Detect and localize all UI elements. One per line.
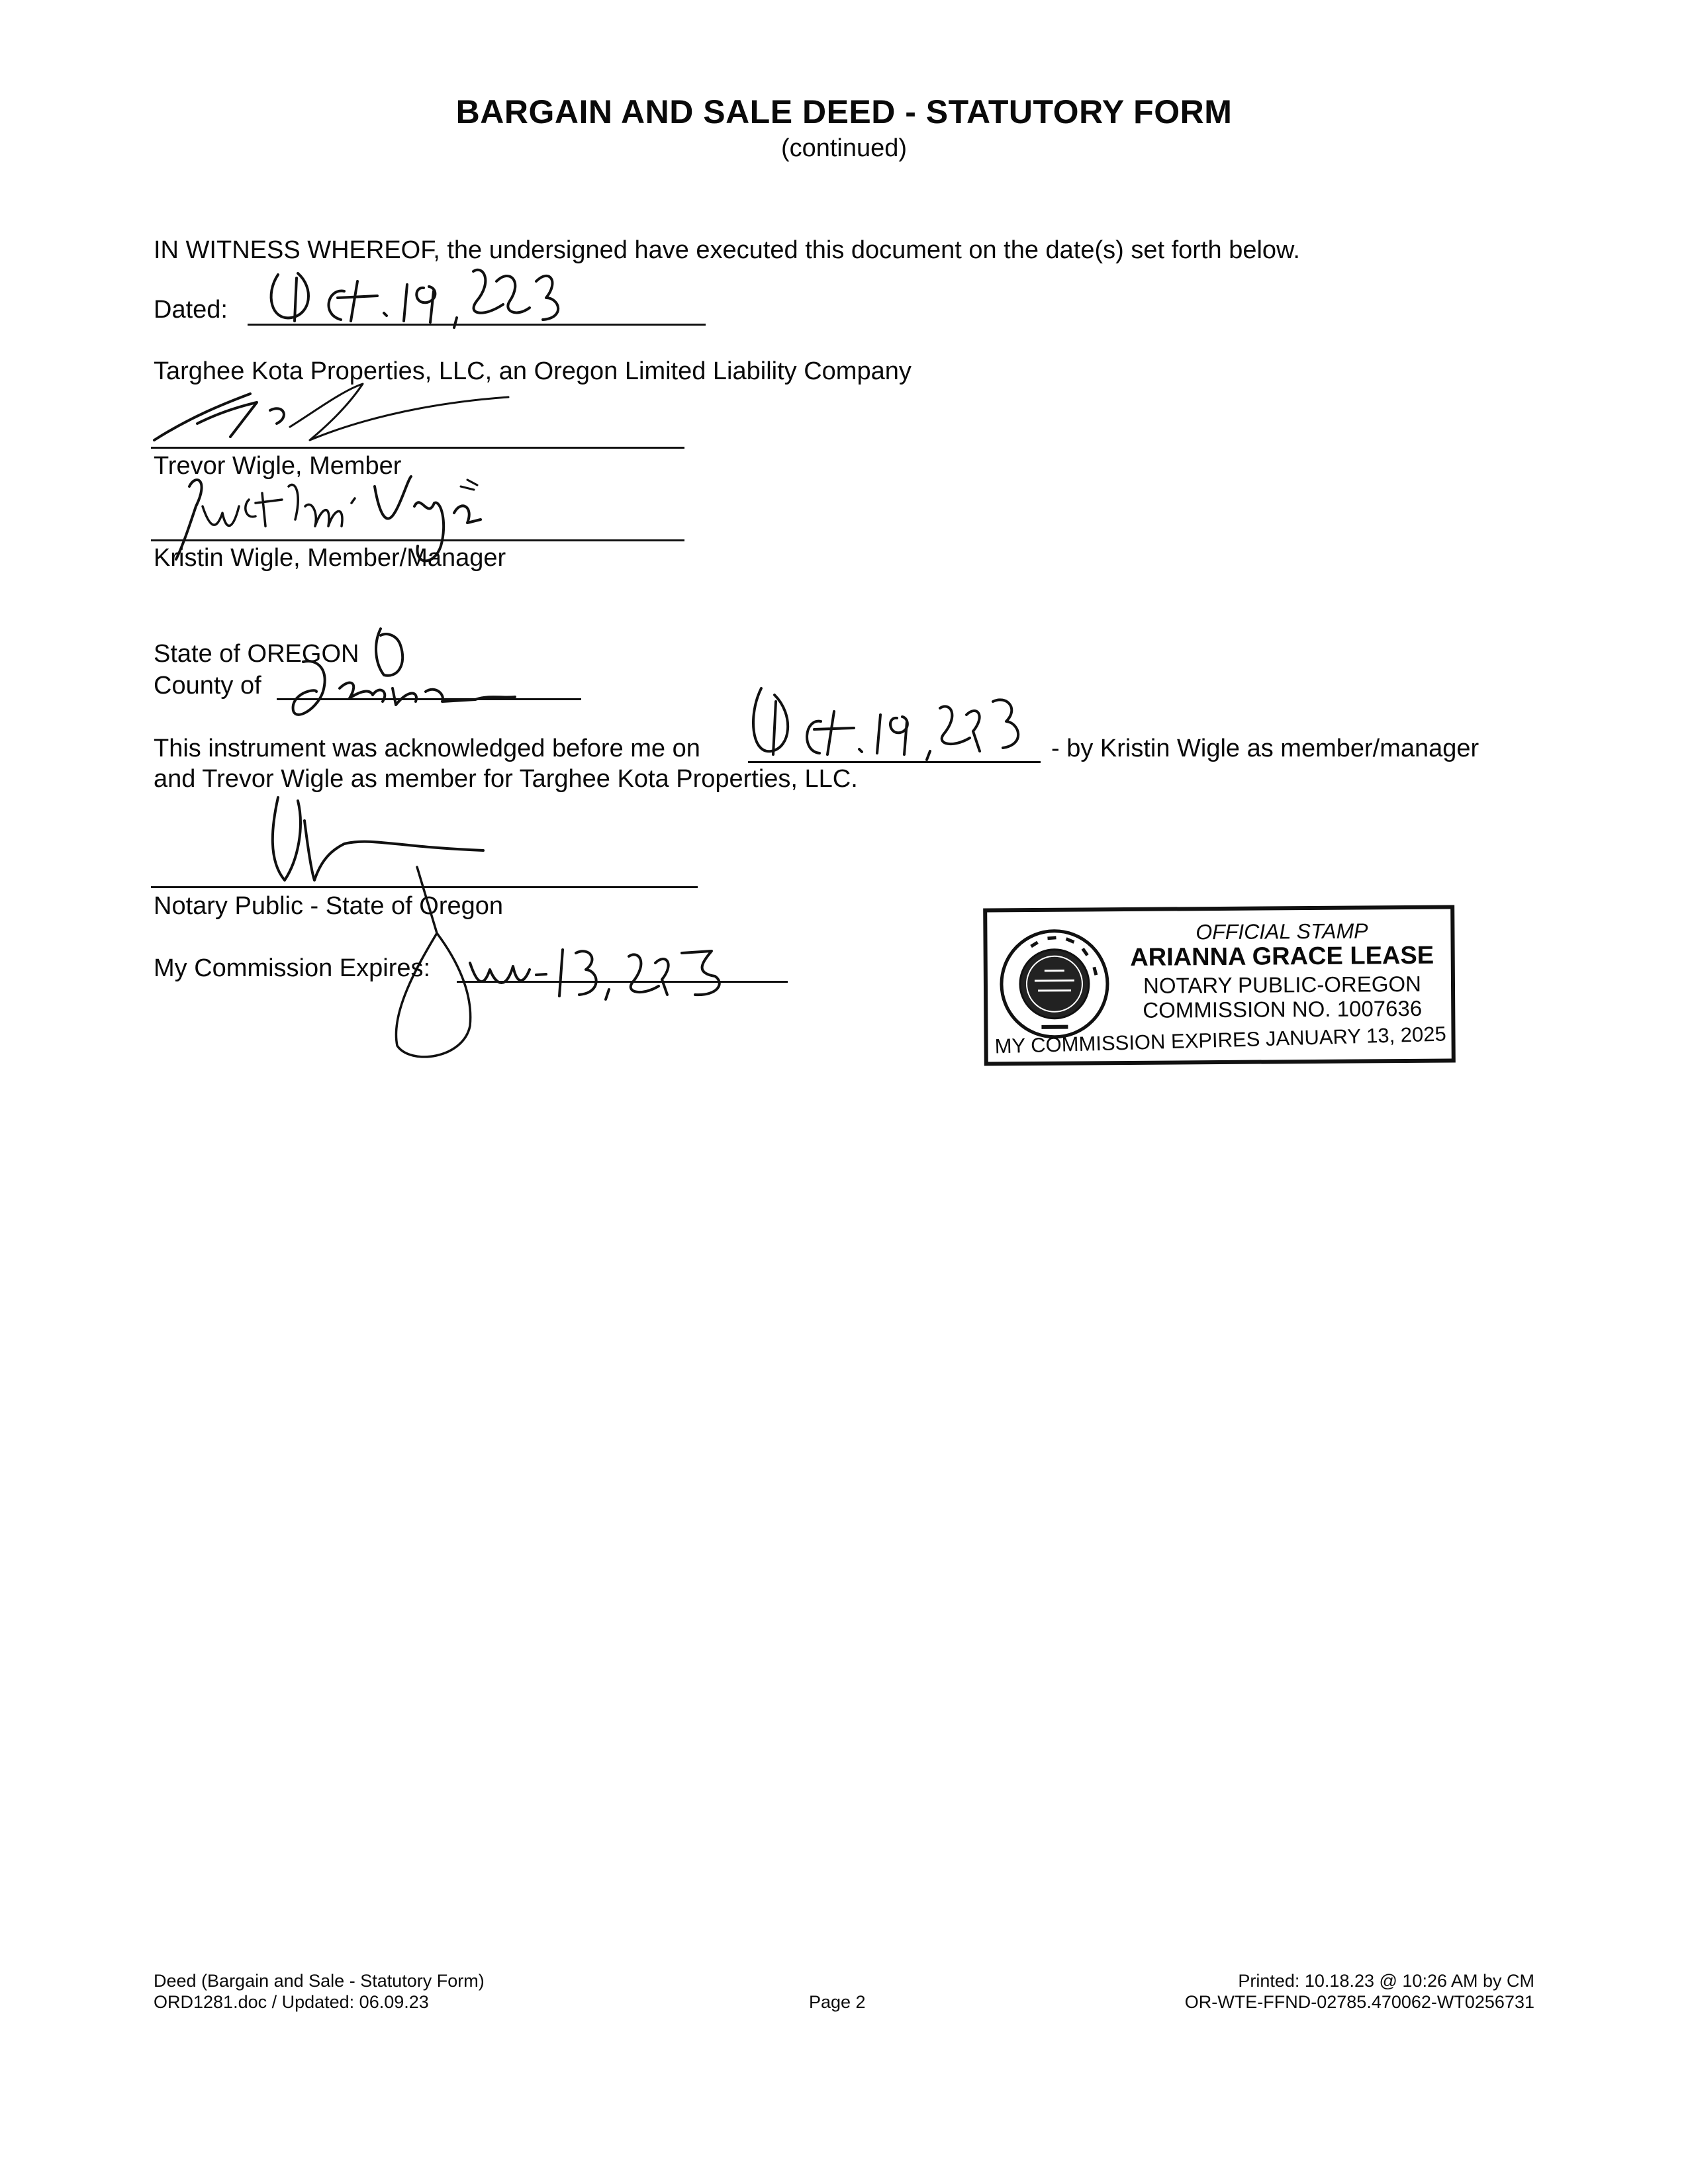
ack-line2: and Trevor Wigle as member for Targhee Kota Properties, LLC. xyxy=(154,765,858,793)
ack-before-text: This instrument was acknowledged before me on xyxy=(154,735,700,762)
witness-statement: IN WITNESS WHEREOF, the undersigned have executed this document on the date(s) set forth below. xyxy=(154,236,1300,264)
commission-label: My Commission Expires: xyxy=(154,954,431,982)
footer-order-number: OR-WTE-FFND-02785.470062-WT0256731 xyxy=(1184,1992,1534,2012)
notary-caption: Notary Public - State of Oregon xyxy=(154,892,504,920)
footer-file-updated: ORD1281.doc / Updated: 06.09.23 xyxy=(154,1992,429,2012)
trevor-signature xyxy=(151,377,548,450)
commission-handwriting xyxy=(457,936,735,1003)
dated-label: Dated: xyxy=(154,296,228,324)
state-line: State of OREGON xyxy=(154,640,359,668)
kristin-signature-line xyxy=(151,539,684,541)
trevor-caption: Trevor Wigle, Member xyxy=(154,452,402,480)
ack-date-handwriting xyxy=(741,675,1046,768)
stamp-commission-number: COMMISSION NO. 1007636 xyxy=(1143,995,1423,1023)
dated-handwriting xyxy=(265,261,609,334)
county-label: County of xyxy=(154,672,261,700)
grantor-entity: Targhee Kota Properties, LLC, an Oregon Limited Liability Company xyxy=(154,357,912,385)
footer-page-number: Page 2 xyxy=(809,1992,866,2012)
stamp-notary-name: ARIANNA GRACE LEASE xyxy=(1130,941,1434,972)
stamp-notary-title: NOTARY PUBLIC-OREGON xyxy=(1143,971,1422,998)
stamp-expiration: MY COMMISSION EXPIRES JANUARY 13, 2025 xyxy=(994,1022,1447,1058)
ack-after-text: - by Kristin Wigle as member/manager xyxy=(1051,735,1479,762)
trevor-signature-line xyxy=(151,447,684,449)
kristin-caption: Kristin Wigle, Member/Manager xyxy=(154,544,506,572)
document-subtitle: (continued) xyxy=(780,134,908,162)
document-title: BARGAIN AND SALE DEED - STATUTORY FORM xyxy=(455,93,1233,130)
footer-form-name: Deed (Bargain and Sale - Statutory Form) xyxy=(154,1971,485,1991)
county-handwriting xyxy=(277,652,541,731)
stamp-heading: OFFICIAL STAMP xyxy=(1196,919,1368,944)
footer-printed: Printed: 10.18.23 @ 10:26 AM by CM xyxy=(1238,1971,1534,1991)
official-notary-stamp xyxy=(983,905,1456,1066)
oregon-seal-icon xyxy=(998,927,1111,1040)
